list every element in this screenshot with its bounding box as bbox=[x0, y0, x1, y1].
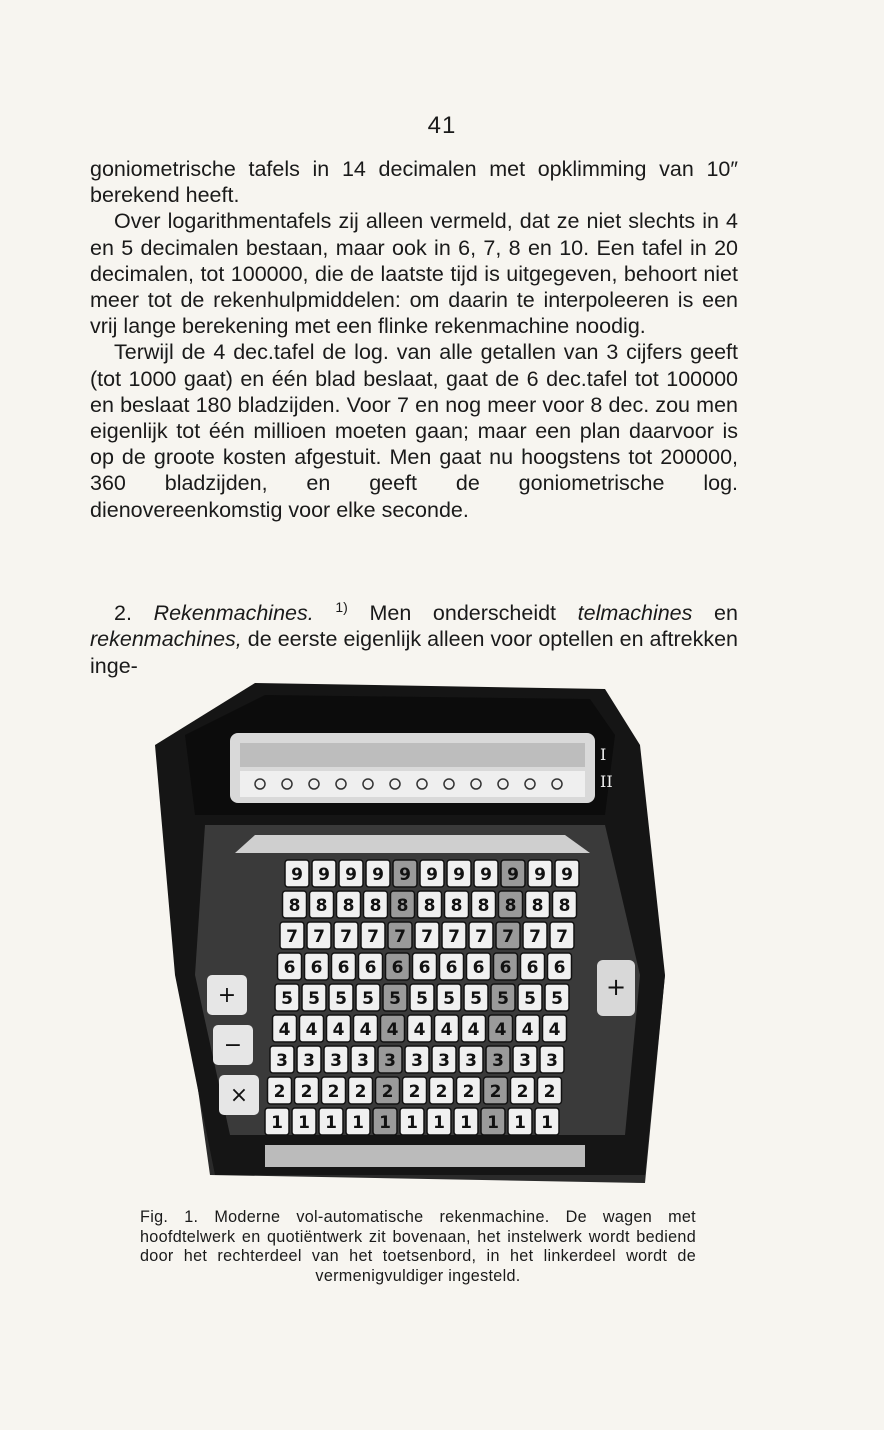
key-label-1: 1 bbox=[325, 1113, 337, 1133]
key-label-9: 9 bbox=[453, 865, 465, 885]
key-label-8: 8 bbox=[369, 896, 382, 916]
key-label-6: 6 bbox=[418, 958, 431, 978]
key-label-3: 3 bbox=[357, 1051, 369, 1071]
key-label-7: 7 bbox=[421, 927, 433, 947]
figure-calculating-machine bbox=[135, 675, 673, 1190]
key-label-5: 5 bbox=[362, 989, 374, 1009]
key-label-5: 5 bbox=[416, 989, 428, 1009]
body-text bbox=[90, 156, 738, 523]
keyboard-top-strip bbox=[235, 835, 590, 853]
key-label-7: 7 bbox=[313, 927, 325, 947]
carriage-mark-2: II bbox=[600, 772, 613, 791]
key-label-3: 3 bbox=[330, 1051, 342, 1071]
figure-caption bbox=[140, 1208, 696, 1286]
section-paragraph bbox=[90, 594, 738, 679]
key-label-8: 8 bbox=[558, 896, 571, 916]
key-label-8: 8 bbox=[504, 896, 517, 916]
key-label-6: 6 bbox=[499, 958, 512, 978]
key-label-9: 9 bbox=[318, 865, 330, 885]
left-key-plus-label: + bbox=[217, 983, 237, 1008]
key-label-5: 5 bbox=[443, 989, 455, 1009]
key-label-4: 4 bbox=[521, 1020, 534, 1040]
key-label-1: 1 bbox=[352, 1113, 364, 1133]
key-label-5: 5 bbox=[281, 989, 293, 1009]
key-label-7: 7 bbox=[367, 927, 379, 947]
key-label-4: 4 bbox=[548, 1020, 561, 1040]
key-label-7: 7 bbox=[502, 927, 514, 947]
key-label-2: 2 bbox=[543, 1082, 556, 1102]
key-label-6: 6 bbox=[472, 958, 485, 978]
key-label-2: 2 bbox=[516, 1082, 529, 1102]
key-label-6: 6 bbox=[283, 958, 296, 978]
key-label-7: 7 bbox=[286, 927, 298, 947]
key-label-8: 8 bbox=[477, 896, 490, 916]
key-label-9: 9 bbox=[291, 865, 303, 885]
key-label-1: 1 bbox=[379, 1113, 391, 1133]
key-label-4: 4 bbox=[305, 1020, 318, 1040]
key-label-1: 1 bbox=[460, 1113, 472, 1133]
key-label-8: 8 bbox=[315, 896, 328, 916]
key-label-1: 1 bbox=[298, 1113, 310, 1133]
key-label-1: 1 bbox=[433, 1113, 445, 1133]
key-label-8: 8 bbox=[288, 896, 301, 916]
key-label-9: 9 bbox=[480, 865, 492, 885]
key-label-2: 2 bbox=[408, 1082, 421, 1102]
key-label-8: 8 bbox=[531, 896, 544, 916]
key-label-2: 2 bbox=[462, 1082, 475, 1102]
key-label-9: 9 bbox=[399, 865, 411, 885]
calculating-machine-illustration bbox=[135, 675, 673, 1190]
key-label-7: 7 bbox=[556, 927, 568, 947]
key-label-5: 5 bbox=[497, 989, 509, 1009]
key-label-9: 9 bbox=[372, 865, 384, 885]
key-label-3: 3 bbox=[411, 1051, 423, 1071]
page-number: 41 bbox=[427, 112, 457, 139]
section-number: 2. bbox=[114, 601, 132, 626]
left-key-minus-label: − bbox=[223, 1033, 243, 1058]
key-label-8: 8 bbox=[342, 896, 355, 916]
key-label-3: 3 bbox=[465, 1051, 477, 1071]
key-label-1: 1 bbox=[514, 1113, 526, 1133]
key-label-4: 4 bbox=[278, 1020, 291, 1040]
key-label-2: 2 bbox=[300, 1082, 313, 1102]
figure-label: Fig. 1. bbox=[140, 1208, 199, 1226]
key-label-4: 4 bbox=[467, 1020, 480, 1040]
key-label-4: 4 bbox=[386, 1020, 399, 1040]
key-label-5: 5 bbox=[470, 989, 482, 1009]
key-label-3: 3 bbox=[438, 1051, 450, 1071]
carriage-mark-1: I bbox=[600, 745, 607, 764]
section-text-2: en bbox=[714, 601, 738, 626]
key-label-4: 4 bbox=[332, 1020, 345, 1040]
paragraph-1: goniometrische tafels in 14 decimalen met opklimming van 10″ berekend heeft. bbox=[90, 157, 738, 208]
section-rekenmachines bbox=[90, 594, 738, 679]
key-label-1: 1 bbox=[406, 1113, 418, 1133]
key-label-2: 2 bbox=[273, 1082, 286, 1102]
key-label-6: 6 bbox=[391, 958, 404, 978]
key-label-3: 3 bbox=[276, 1051, 288, 1071]
term-rekenmachines: rekenmachines, bbox=[90, 627, 242, 652]
key-label-5: 5 bbox=[551, 989, 563, 1009]
key-label-9: 9 bbox=[534, 865, 546, 885]
key-label-4: 4 bbox=[413, 1020, 426, 1040]
key-label-3: 3 bbox=[519, 1051, 531, 1071]
key-label-7: 7 bbox=[394, 927, 406, 947]
key-label-9: 9 bbox=[426, 865, 438, 885]
caption-body: Moderne vol-automatische rekenmachine. De wagen met hoofdtelwerk en quotiëntwerk zit bovenaan, het instelwerk wordt bediend door het rechterdeel van het toetsenbord, in het linkerdeel wordt de vermenigvuldiger ingesteld. bbox=[140, 1208, 696, 1285]
key-label-8: 8 bbox=[450, 896, 463, 916]
term-telmachines: telmachines bbox=[577, 601, 693, 626]
key-label-9: 9 bbox=[507, 865, 519, 885]
key-label-2: 2 bbox=[489, 1082, 502, 1102]
key-label-5: 5 bbox=[389, 989, 401, 1009]
key-label-7: 7 bbox=[475, 927, 487, 947]
key-label-9: 9 bbox=[561, 865, 573, 885]
key-label-8: 8 bbox=[396, 896, 409, 916]
paragraph-2: Over logarithmentafels zij alleen vermeld, dat ze niet slechts in 4 en 5 decimalen bestaan, maar ook in 6, 7, 8 en 10. Een tafel in 20 decimalen, tot 100000, die de laatste tijd is uitgegeven, behoort niet meer tot de rekenhulpmiddelen: om daarin te interpoleeren is een vrij lange berekening met een flinke rekenmachine noodig. bbox=[90, 209, 738, 339]
section-title: Rekenmachines. bbox=[153, 601, 314, 626]
key-label-9: 9 bbox=[345, 865, 357, 885]
key-label-4: 4 bbox=[359, 1020, 372, 1040]
left-key-multiply-label: × bbox=[229, 1083, 249, 1108]
key-label-6: 6 bbox=[310, 958, 323, 978]
key-label-4: 4 bbox=[494, 1020, 507, 1040]
key-label-2: 2 bbox=[327, 1082, 340, 1102]
key-label-5: 5 bbox=[524, 989, 536, 1009]
footnote-mark: 1) bbox=[335, 599, 348, 615]
key-label-2: 2 bbox=[435, 1082, 448, 1102]
key-label-6: 6 bbox=[526, 958, 539, 978]
right-key-plus-label: + bbox=[605, 973, 627, 1001]
key-label-7: 7 bbox=[340, 927, 352, 947]
caption-text bbox=[140, 1208, 696, 1286]
key-label-3: 3 bbox=[546, 1051, 558, 1071]
quotient-register bbox=[240, 743, 585, 767]
key-label-5: 5 bbox=[308, 989, 320, 1009]
key-label-6: 6 bbox=[337, 958, 350, 978]
key-label-5: 5 bbox=[335, 989, 347, 1009]
key-label-7: 7 bbox=[448, 927, 460, 947]
key-label-2: 2 bbox=[381, 1082, 394, 1102]
key-label-6: 6 bbox=[364, 958, 377, 978]
key-label-8: 8 bbox=[423, 896, 436, 916]
section-text-1: Men onderscheidt bbox=[369, 601, 557, 626]
front-scale bbox=[265, 1145, 585, 1167]
key-label-4: 4 bbox=[440, 1020, 453, 1040]
key-label-2: 2 bbox=[354, 1082, 367, 1102]
key-label-7: 7 bbox=[529, 927, 541, 947]
key-label-3: 3 bbox=[384, 1051, 396, 1071]
paragraph-3: Terwijl de 4 dec.tafel de log. van alle getallen van 3 cijfers geeft (tot 1000 gaat) en één blad beslaat, gaat de 6 dec.tafel tot 100000 en beslaat 180 bladzijden. Voor 7 en nog meer voor 8 dec. zou men eigenlijk tot één millioen moeten gaan; maar een plan daarvoor is op de groote kosten afgestuit. Men gaat nu hoogstens tot 200000, 360 bladzijden, en geeft de goniometrische log. dienovereenkomstig voor elke seconde. bbox=[90, 340, 738, 522]
key-label-3: 3 bbox=[492, 1051, 504, 1071]
key-label-6: 6 bbox=[445, 958, 458, 978]
key-label-6: 6 bbox=[553, 958, 566, 978]
key-grid bbox=[265, 860, 579, 1135]
key-label-1: 1 bbox=[271, 1113, 283, 1133]
key-label-1: 1 bbox=[487, 1113, 499, 1133]
section-text-3: de eerste eigenlijk alleen voor optellen en aftrekken inge- bbox=[90, 627, 738, 678]
key-label-3: 3 bbox=[303, 1051, 315, 1071]
key-label-1: 1 bbox=[541, 1113, 553, 1133]
